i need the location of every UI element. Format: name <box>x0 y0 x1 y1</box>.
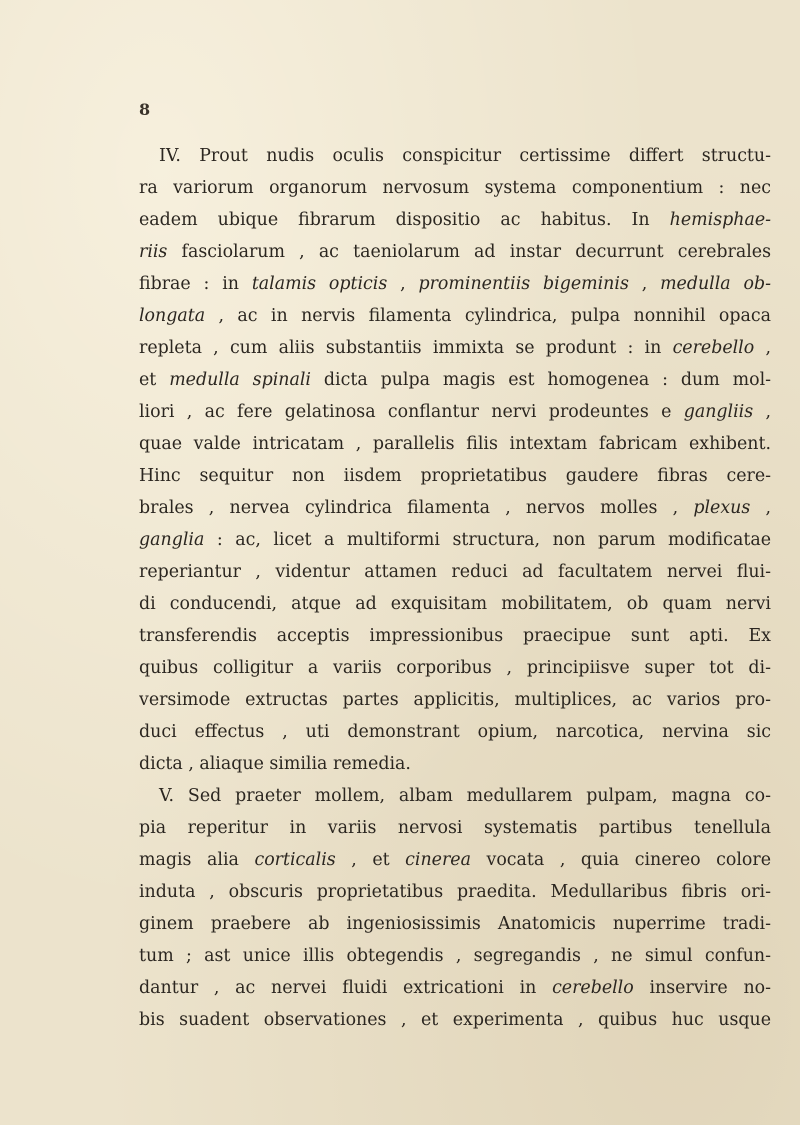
text-segment: , <box>628 274 661 294</box>
text-line <box>139 556 771 588</box>
text-segment: V. Sed praeter mollem, albam medullarem pulpam, magna co- <box>159 786 771 806</box>
italic-term: medulla spinali <box>169 370 311 390</box>
italic-term: cerebello <box>672 338 755 358</box>
text-line <box>139 428 771 460</box>
text-line <box>139 204 771 236</box>
text-segment: tum ; ast unice illis obtegendis , segregandis , ne simul confun- <box>139 946 771 966</box>
italic-term: cinerea <box>405 850 471 870</box>
text-segment: di conducendi, atque ad exquisitam mobilitatem, ob quam nervi <box>139 594 771 614</box>
text-segment: et <box>139 370 170 390</box>
text-segment: dicta pulpa magis est homogenea : dum mol- <box>311 370 771 390</box>
text-segment: , <box>750 498 771 518</box>
text-line <box>139 652 771 684</box>
italic-term: medulla ob- <box>660 274 771 294</box>
italic-term: longata <box>139 306 206 326</box>
text-line <box>139 844 771 876</box>
italic-term: cerebello <box>552 978 634 998</box>
italic-term: riis <box>139 242 168 262</box>
text-segment: repleta , cum aliis substantiis immixta se produnt : in <box>139 338 673 358</box>
text-line <box>139 492 771 524</box>
italic-term: prominentiis bigeminis <box>418 274 629 294</box>
body-text <box>139 140 771 1036</box>
text-segment: induta , obscuris proprietatibus praedita. Medullaribus fibris ori- <box>139 882 771 902</box>
text-segment: ra variorum organorum nervosum systema componentium : nec <box>139 178 771 198</box>
text-segment: inservire no- <box>633 978 771 998</box>
italic-term: plexus <box>693 498 751 518</box>
text-line <box>139 396 771 428</box>
text-segment: dantur , ac nervei fluidi extricationi in <box>139 978 553 998</box>
text-line <box>139 332 771 364</box>
text-segment: magis alia <box>139 850 255 870</box>
text-segment: IV. Prout nudis oculis conspicitur certissime differt structu- <box>159 146 771 166</box>
text-segment: pia reperitur in variis nervosi systematis partibus tenellula <box>139 818 771 838</box>
text-line <box>139 588 771 620</box>
text-segment: bis suadent observationes , et experimenta , quibus huc usque <box>139 1010 771 1030</box>
text-segment: : ac, licet a multiformi structura, non parum modificatae <box>204 530 771 550</box>
text-segment: ginem praebere ab ingeniosissimis Anatomicis nuperrime tradi- <box>139 914 771 934</box>
text-line <box>139 460 771 492</box>
text-line <box>139 620 771 652</box>
text-line <box>139 940 771 972</box>
text-line <box>139 908 771 940</box>
text-segment: , <box>754 338 771 358</box>
text-line <box>139 236 771 268</box>
text-segment: , <box>387 274 419 294</box>
text-line <box>139 876 771 908</box>
text-segment: quae valde intricatam , parallelis filis intextam fabricam exhibent. <box>139 434 771 454</box>
text-line <box>139 780 771 812</box>
text-line <box>139 364 771 396</box>
text-segment: , <box>753 402 771 422</box>
text-line <box>139 300 771 332</box>
text-segment: , et <box>335 850 406 870</box>
text-line <box>139 716 771 748</box>
page-number: 8 <box>139 100 151 119</box>
text-segment: versimode extructas partes applicitis, multiplices, ac varios pro- <box>139 690 771 710</box>
text-segment: duci effectus , uti demonstrant opium, narcotica, nervina sic <box>139 722 771 742</box>
italic-term: talamis opticis <box>251 274 388 294</box>
text-line <box>139 812 771 844</box>
text-segment: , ac in nervis filamenta cylindrica, pulpa nonnihil opaca <box>205 306 771 326</box>
text-line <box>139 1004 771 1036</box>
text-line <box>139 172 771 204</box>
text-segment: fasciolarum , ac taeniolarum ad instar decurrunt cerebrales <box>167 242 771 262</box>
italic-term: hemisphae- <box>669 210 771 230</box>
italic-term: ganglia <box>139 530 205 550</box>
text-segment: reperiantur , videntur attamen reduci ad facultatem nervei flui- <box>139 562 771 582</box>
text-segment: Hinc sequitur non iisdem proprietatibus gaudere fibras cere- <box>139 466 771 486</box>
text-line <box>139 748 771 780</box>
text-segment: transferendis acceptis impressionibus praecipue sunt apti. Ex <box>139 626 771 646</box>
text-segment: liori , ac fere gelatinosa conflantur nervi prodeuntes e <box>139 402 684 422</box>
italic-term: gangliis <box>683 402 754 422</box>
text-line <box>139 524 771 556</box>
text-segment: eadem ubique fibrarum dispositio ac habitus. In <box>139 210 670 230</box>
text-segment: fibrae : in <box>139 274 252 294</box>
text-line <box>139 268 771 300</box>
text-line <box>139 684 771 716</box>
text-line <box>139 972 771 1004</box>
text-segment: brales , nervea cylindrica filamenta , nervos molles , <box>139 498 694 518</box>
text-segment: quibus colligitur a variis corporibus , principiisve super tot di- <box>139 658 771 678</box>
italic-term: corticalis <box>254 850 336 870</box>
text-segment: dicta , aliaque similia remedia. <box>139 754 411 774</box>
text-line <box>139 140 771 172</box>
text-segment: vocata , quia cinereo colore <box>470 850 771 870</box>
